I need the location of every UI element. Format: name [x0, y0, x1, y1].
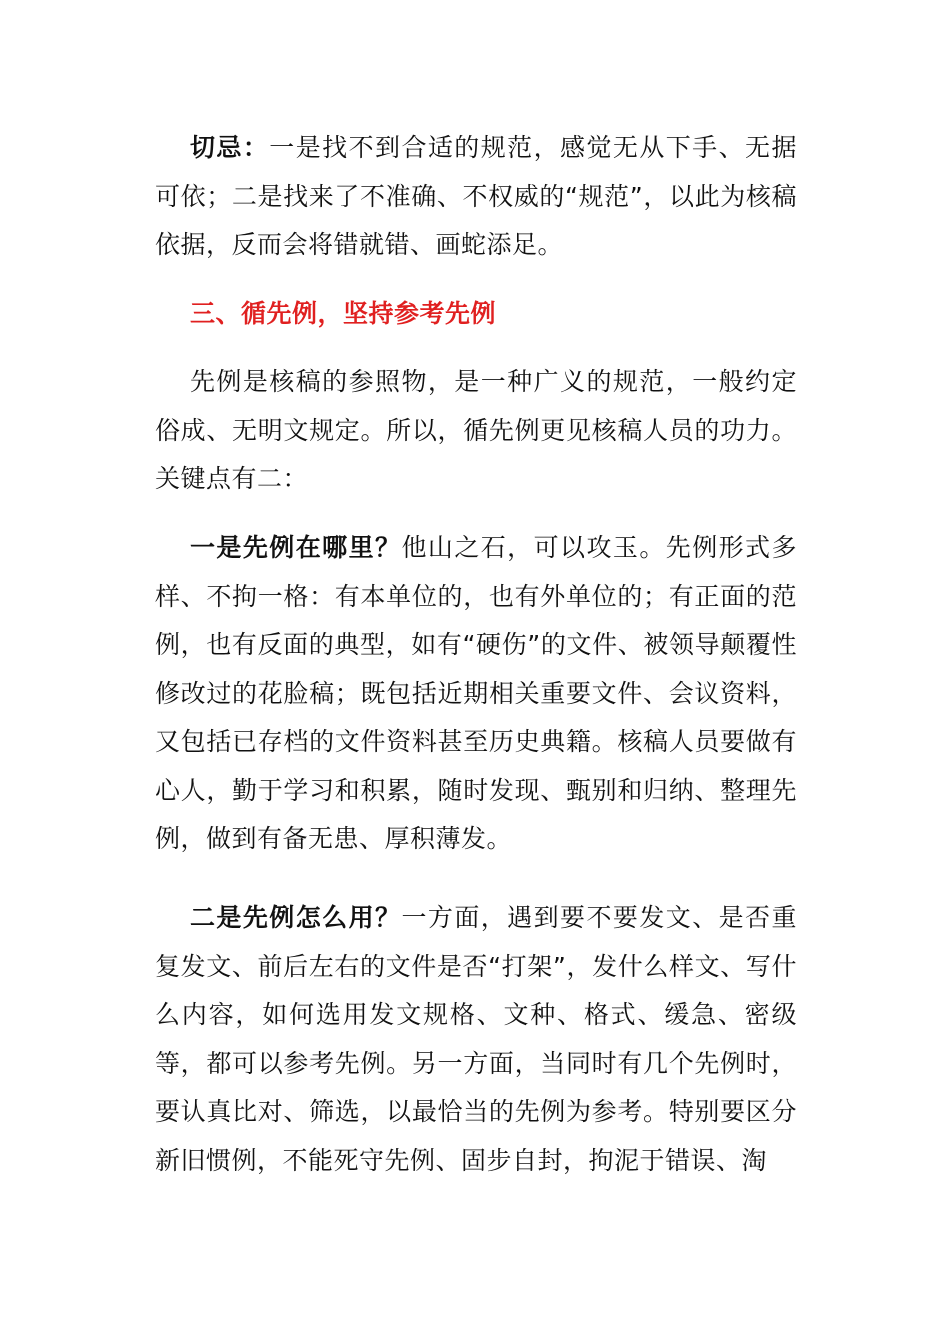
paragraph-lead: 切忌：	[190, 133, 270, 162]
paragraph-body: 他山之石，可以攻玉。先例形式多样、不拘一格：有本单位的，也有外单位的；有正面的范例，也有反面的典型，如有“硬伤”的文件、被领导颠覆性修改过的花脸稿；既包括近期相关重要文件、会议资料，又包括已存档的文件资料甚至历史典籍。核稿人员要做有心人，勤于学习和积累，随时发现、甄别和归纳、整理先例，做到有备无患、厚积薄发。	[155, 533, 797, 853]
paragraph-intro	[155, 358, 797, 504]
paragraph-lead: 一是先例在哪里？	[190, 533, 402, 562]
section-heading: 三、循先例，坚持参考先例	[190, 299, 497, 328]
paragraph-lead: 二是先例怎么用？	[190, 903, 402, 932]
paragraph-point-two	[155, 894, 797, 1185]
paragraph-caution	[155, 124, 797, 270]
paragraph-body: 一方面，遇到要不要发文、是否重复发文、前后左右的文件是否“打架”，发什么样文、写什么内容，如何选用发文规格、文种、格式、缓急、密级等，都可以参考先例。另一方面，当同时有几个先例时，要认真比对、筛选，以最恰当的先例为参考。特别要区分新旧惯例，不能死守先例、固步自封，拘泥于错误、淘	[155, 903, 797, 1175]
paragraph-body: 先例是核稿的参照物，是一种广义的规范，一般约定俗成、无明文规定。所以，循先例更见核稿人员的功力。关键点有二：	[155, 367, 797, 493]
paragraph-body: 一是找不到合适的规范，感觉无从下手、无据可依；二是找来了不准确、不权威的“规范”，以此为核稿依据，反而会将错就错、画蛇添足。	[155, 133, 797, 259]
paragraph-point-one	[155, 524, 797, 864]
